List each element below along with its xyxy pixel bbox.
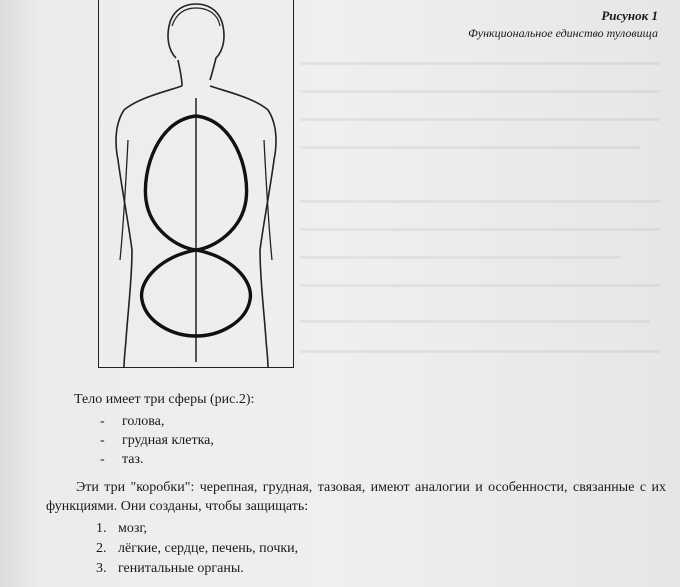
list-item — [96, 519, 298, 539]
list-item-number: 3. — [96, 561, 107, 576]
torso-figure — [98, 0, 294, 368]
bleed-through-line — [300, 228, 660, 231]
list-item-text: генитальные органы. — [118, 561, 244, 576]
list-item-text: голова, — [122, 414, 165, 429]
hair-outline — [172, 8, 220, 26]
torso-left-outline — [116, 86, 182, 368]
bleed-through-line — [300, 256, 620, 259]
bleed-through-line — [300, 90, 660, 93]
bleed-through-line — [300, 118, 660, 121]
bleed-through-line — [300, 62, 660, 65]
bleed-through-line — [300, 200, 660, 203]
body-paragraph: Эти три "коробки": черепная, грудная, тазовая, имеют аналогии и особенности, связанные с их функциями. Они созданы, чтобы защищать: — [46, 480, 666, 514]
bleed-through-line — [300, 146, 640, 149]
bleed-through-line — [300, 350, 660, 353]
list-item-text: таз. — [122, 452, 144, 467]
list-item: - грудная клетка, — [100, 433, 214, 448]
torso-right-outline — [210, 86, 276, 368]
neck-left — [178, 60, 182, 86]
figure-number: Рисунок 1 — [601, 8, 658, 23]
bleed-through-line — [300, 320, 650, 323]
list-item-text: грудная клетка, — [122, 433, 214, 448]
list-item — [96, 539, 298, 559]
list-item-text: мозг, — [118, 521, 148, 536]
protects-list — [96, 519, 298, 579]
list-item — [96, 559, 298, 579]
bleed-through-line — [300, 284, 660, 287]
arm-right — [264, 140, 272, 260]
list-item: - голова, — [100, 414, 165, 429]
spheres-intro: Тело имеет три сферы (рис.2): — [74, 392, 255, 407]
spheres-list — [100, 412, 214, 469]
list-item: - таз. — [100, 452, 144, 467]
arm-left — [120, 140, 128, 260]
figure-caption: Функциональное единство туловища — [468, 26, 658, 40]
list-item-text: лёгкие, сердце, печень, почки, — [118, 541, 299, 556]
list-item-number: 2. — [96, 541, 107, 556]
list-item-number: 1. — [96, 521, 107, 536]
